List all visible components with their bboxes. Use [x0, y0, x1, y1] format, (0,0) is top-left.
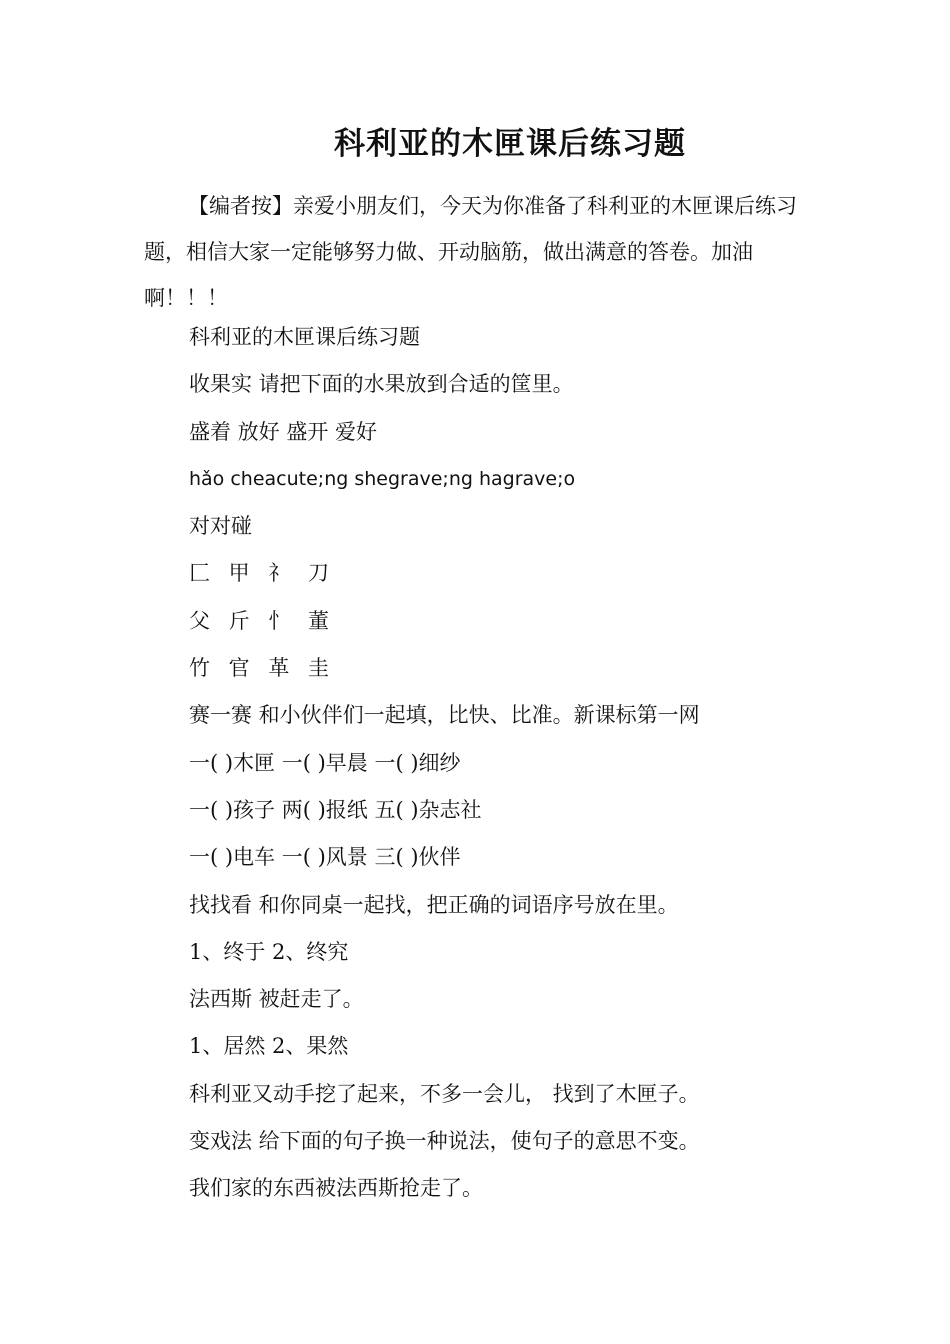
- exercise-lines: [189, 318, 700, 1217]
- document-title: 科利亚的木匣课后练习题: [334, 126, 686, 162]
- text-line: 盛着 放好 盛开 爱好: [189, 419, 378, 444]
- option-line: 1、居然 2、果然: [189, 1034, 349, 1059]
- radical-line: 匚 甲 礻 刀: [189, 561, 336, 586]
- radical-line: 父 斤 忄 董: [189, 608, 336, 633]
- pinyin-line: hǎo cheacute;ng shegrave;ng hagrave;o: [189, 467, 576, 490]
- text-line: 科利亚的木匣课后练习题: [189, 325, 420, 349]
- text-line: 找找看 和你同桌一起找，把正确的词语序号放在里。: [189, 892, 679, 917]
- fill-blank-line: 一( )木匣 一( )早晨 一( )细纱: [189, 750, 461, 775]
- fill-blank-line: 一( )孩子 两( )报纸 五( )杂志社: [189, 797, 482, 822]
- editor-note-paragraph: 【编者按】亲爱小朋友们，今天为你准备了科利亚的木匣课后练习题，相信大家一定能够努力做、开动脑筋，做出满意的答卷。加油啊！！！: [144, 194, 797, 310]
- text-line: 科利亚又动手挖了起来，不多一会儿， 找到了木匣子。: [189, 1081, 700, 1106]
- text-line: 对对碰: [189, 514, 252, 539]
- radical-line: 竹 官 革 圭: [189, 656, 336, 681]
- option-line: 1、终于 2、终究: [189, 939, 349, 964]
- text-line: 变戏法 给下面的句子换一种说法，使句子的意思不变。: [189, 1129, 700, 1154]
- text-line: 赛一赛 和小伙伴们一起填，比快、比准。新课标第一网: [189, 703, 700, 728]
- text-line: 收果实 请把下面的水果放到合适的筐里。: [189, 372, 574, 397]
- text-line: 法西斯 被赶走了。: [189, 987, 364, 1012]
- text-line: 我们家的东西被法西斯抢走了。: [189, 1176, 483, 1201]
- fill-blank-line: 一( )电车 一( )风景 三( )伙伴: [189, 845, 461, 870]
